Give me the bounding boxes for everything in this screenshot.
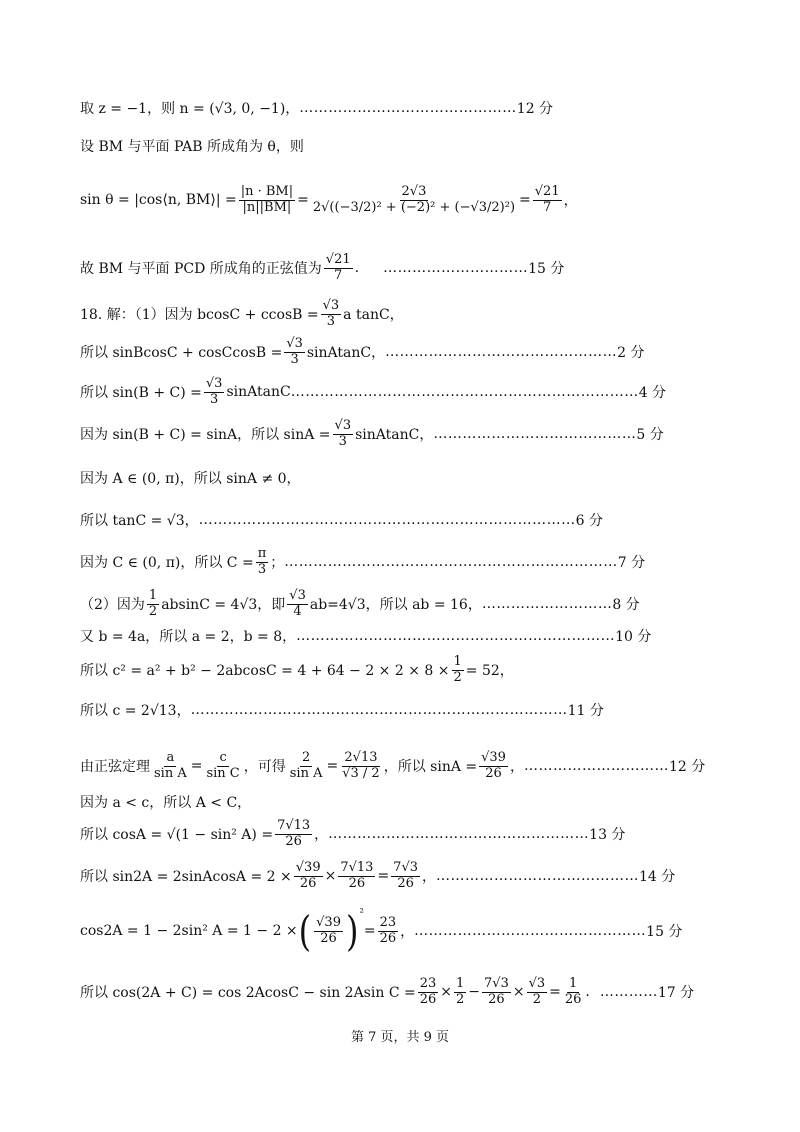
frac-num: 7√13 [277, 818, 311, 834]
frac-num: 23 [419, 976, 437, 992]
score-points: 8 分 [612, 597, 640, 613]
frac-den: 26 [299, 875, 317, 891]
fraction [479, 751, 508, 781]
line-6-text: 所以 sinBcosC + cosCcosB = [80, 345, 283, 361]
frac-num: c [219, 750, 227, 766]
line-19-text: 所以 sin2A = 2sinAcosA = 2 × [80, 869, 292, 885]
equals: = [549, 984, 561, 1000]
score-points: 12 分 [668, 759, 706, 775]
frac-num: √39 [316, 915, 341, 931]
line-16-pre: 由正弦定理 [80, 759, 150, 775]
fraction [338, 861, 375, 891]
line-2-text: 设 BM 与平面 PAB 所成角为 θ，则 [80, 139, 304, 155]
line-12-pre: （2）因为 [80, 597, 145, 613]
frac-den: 7 [543, 199, 552, 215]
line-9-text: 因为 A ∈ (0, π)，所以 sinA ≠ 0， [80, 471, 301, 487]
fraction [391, 861, 420, 891]
line-12-mid: absinC = 4√3，即 [161, 597, 286, 613]
line-7-text: 所以 sin(B + C) = [80, 385, 202, 401]
fraction [452, 655, 464, 685]
fraction [294, 861, 323, 891]
line-1-text: 取 z = −1，则 n = (√3, 0, −1)， [80, 101, 300, 117]
fraction [527, 977, 548, 1007]
line-12-tail: ab=4√3，所以 ab = 16， [309, 597, 482, 613]
frac-num: 2 [301, 750, 311, 766]
leader-dots: ……………………… [481, 596, 613, 612]
leader-dots: ……………………………………… [299, 100, 517, 116]
page-footer: 第 7 页，共 9 页 [350, 1030, 450, 1045]
fraction [275, 819, 312, 849]
line-8-text: 因为 sin(B + C) = sinA，所以 sinA = [80, 427, 331, 443]
leader-dots: ……………………………………………………………… [290, 384, 639, 400]
fraction [563, 977, 584, 1007]
fraction [378, 916, 399, 946]
frac-num: 2√13 [344, 750, 378, 766]
fraction [287, 589, 308, 619]
line-3-tail: ， [563, 193, 578, 209]
line-11-tail: ； [270, 555, 285, 571]
frac-num: 1 [456, 976, 465, 992]
frac-num: √3 [205, 376, 223, 392]
line-15-text: 所以 c = 2√13， [80, 703, 191, 719]
line-3 [80, 160, 578, 240]
line-16-mid: ，可得 [243, 759, 286, 775]
equals: = [190, 758, 203, 774]
line-5-text: 18. 解：（1）因为 bcosC + ccosB = [80, 307, 319, 323]
fraction [152, 751, 189, 781]
frac-den: 26 [564, 991, 582, 1007]
fraction [324, 253, 353, 283]
frac-num: √39 [295, 860, 321, 876]
line-4-tail: . [354, 260, 360, 276]
line-1 [80, 88, 600, 128]
score-points: 15 分 [528, 261, 565, 277]
frac-den: 2√((−3/2)² + (−2)² + (−√3/2)²) [312, 199, 516, 215]
frac-den: √3 / 2 [342, 765, 380, 781]
score-points: 11 分 [567, 703, 604, 719]
frac-den: 2 [532, 991, 541, 1007]
line-20-tail: ， [400, 924, 415, 940]
fraction [256, 547, 269, 577]
frac-den: 26 [285, 833, 302, 849]
frac-num: √21 [325, 252, 351, 268]
fraction [333, 419, 354, 449]
times: × [440, 984, 452, 1000]
frac-den: sin A [154, 765, 187, 781]
line-20-text: cos2A = 1 − 2sin² A = 1 − 2 × [80, 923, 298, 939]
frac-num: √3 [286, 336, 303, 352]
frac-den: 26 [485, 765, 502, 781]
frac-num: 1 [569, 976, 578, 992]
score-points: 5 分 [636, 427, 664, 443]
frac-num: √3 [289, 588, 306, 604]
line-16-mid2: ，所以 sinA = [383, 759, 478, 775]
frac-num: 23 [379, 915, 397, 931]
line-4-text: 故 BM 与平面 PCD 所成角的正弦值为 [80, 261, 322, 277]
times: × [512, 984, 525, 1000]
fraction [204, 751, 241, 781]
fraction [533, 185, 562, 215]
frac-den: 26 [348, 875, 366, 891]
frac-den: 26 [379, 930, 397, 946]
line-15 [80, 690, 604, 730]
line-18-text: 所以 cosA = √(1 − sin² A) = [80, 827, 274, 843]
score-points: 7 分 [617, 555, 646, 571]
times: × [324, 868, 337, 884]
fraction [147, 589, 159, 619]
fraction [204, 377, 225, 407]
frac-den: 26 [397, 875, 414, 891]
score-points: 10 分 [615, 629, 652, 645]
frac-num: 1 [148, 588, 158, 604]
line-18 [80, 814, 625, 854]
superscript: ² [359, 906, 364, 919]
line-3-lhs: sin θ = |cos⟨n, BM⟩| = [80, 192, 237, 208]
leader-dots: ………………………… [383, 260, 529, 276]
fraction [288, 751, 325, 781]
minus: − [468, 984, 481, 1000]
line-8 [80, 414, 664, 454]
equals: = [377, 868, 390, 884]
frac-den: 26 [320, 930, 337, 946]
frac-den: 2 [148, 603, 158, 619]
score-points: 14 分 [639, 869, 676, 885]
frac-num: 7√3 [484, 976, 509, 992]
line-18-tail: ， [314, 827, 329, 843]
leader-dots: …………………………………… [436, 868, 639, 884]
frac-num: √3 [528, 976, 546, 992]
leader-dots: ……………………………………………… [328, 826, 590, 842]
line-14-text: 所以 c² = a² + b² − 2abcosC = 4 + 64 − 2 × 2 × 8 × [80, 663, 450, 679]
frac-den: 3 [257, 561, 267, 577]
line-19 [80, 856, 675, 896]
equals: = [363, 923, 376, 939]
line-14 [80, 650, 514, 690]
leader-dots: …………………………………………………………………… [198, 512, 576, 528]
fraction [340, 751, 381, 781]
frac-den: 26 [488, 991, 505, 1007]
line-6-tail: sinAtanC， [306, 345, 386, 361]
leader-dots: ………………………………………………………… [296, 628, 616, 644]
equals: = [519, 192, 531, 208]
leader-dots: ………………………………………… [385, 344, 618, 360]
frac-den: sin A [289, 765, 323, 781]
leader-dots: …………………………………… [433, 426, 637, 442]
line-9 [80, 458, 301, 498]
frac-num: 1 [453, 654, 462, 670]
fraction [284, 337, 305, 367]
close-paren: ) [345, 906, 359, 956]
fraction [454, 977, 466, 1007]
leader-dots: ………………………………………… [414, 923, 647, 939]
leader-dots: …………………………………………………………………… [190, 702, 568, 718]
line-10-text: 所以 tanC = √3， [80, 513, 199, 529]
line-20 [80, 906, 682, 956]
frac-num: √39 [481, 750, 506, 766]
frac-num: 2√3 [401, 184, 427, 200]
frac-num: √21 [534, 184, 560, 200]
score-points: 4 分 [638, 385, 667, 401]
line-13-text: 又 b = 4a，所以 a = 2，b = 8， [80, 629, 297, 645]
score-points: 17 分 [657, 985, 695, 1001]
line-5-tail: a tanC， [343, 307, 404, 323]
frac-num: √3 [322, 298, 340, 314]
frac-den: 4 [293, 603, 302, 619]
score-points: 13 分 [589, 827, 626, 843]
frac-den: 7 [334, 267, 343, 283]
leader-dots: …………………………………………………………… [284, 554, 618, 570]
line-21-text: 所以 cos(2A + C) = cos 2AcosC − sin 2Asin C = [80, 985, 416, 1001]
line-19-tail: ， [422, 869, 436, 885]
fraction [418, 977, 439, 1007]
line-11-text: 因为 C ∈ (0, π)，所以 C = [80, 555, 254, 571]
frac-num: 7√3 [393, 860, 418, 876]
frac-den: |n||BM| [242, 199, 292, 215]
frac-den: 3 [326, 313, 336, 329]
line-6 [80, 332, 644, 372]
fraction [314, 916, 343, 946]
frac-den: 2 [453, 669, 462, 685]
score-points: 12 分 [516, 101, 554, 117]
frac-num: a [166, 750, 175, 766]
open-paren: ( [298, 906, 312, 956]
score-points: 2 分 [617, 345, 645, 361]
frac-num: 7√13 [340, 860, 374, 876]
line-16-tail: ， [509, 759, 524, 775]
score-points: 15 分 [646, 924, 683, 940]
line-8-tail: sinAtanC， [355, 427, 434, 443]
frac-num: π [257, 546, 267, 562]
line-4 [80, 248, 600, 288]
leader-dots: ………………………… [523, 758, 669, 774]
frac-den: 26 [419, 991, 437, 1007]
line-5 [80, 294, 404, 334]
leader-dots: ………… [599, 984, 658, 1000]
line-7-tail: sinAtanC [226, 384, 291, 400]
equals: = [297, 192, 309, 208]
frac-den: 2 [456, 991, 465, 1007]
frac-den: sin C [206, 765, 240, 781]
line-21 [80, 968, 694, 1016]
line-21-tail: . [585, 984, 590, 1000]
frac-num: √3 [334, 418, 352, 434]
fraction [482, 977, 511, 1007]
score-points: 6 分 [575, 513, 603, 529]
equals: = [326, 758, 339, 774]
line-7 [80, 372, 666, 412]
line-14-tail: = 52， [465, 663, 514, 679]
fraction [311, 185, 517, 215]
fraction [239, 185, 295, 215]
frac-den: 3 [290, 351, 299, 367]
frac-num: |n · BM| [240, 184, 294, 200]
fraction [321, 299, 342, 329]
line-17-text: 因为 a < c，所以 A < C， [80, 795, 252, 811]
frac-den: 3 [210, 391, 219, 407]
line-10 [80, 500, 603, 540]
frac-den: 3 [338, 433, 347, 449]
line-11 [80, 542, 645, 582]
